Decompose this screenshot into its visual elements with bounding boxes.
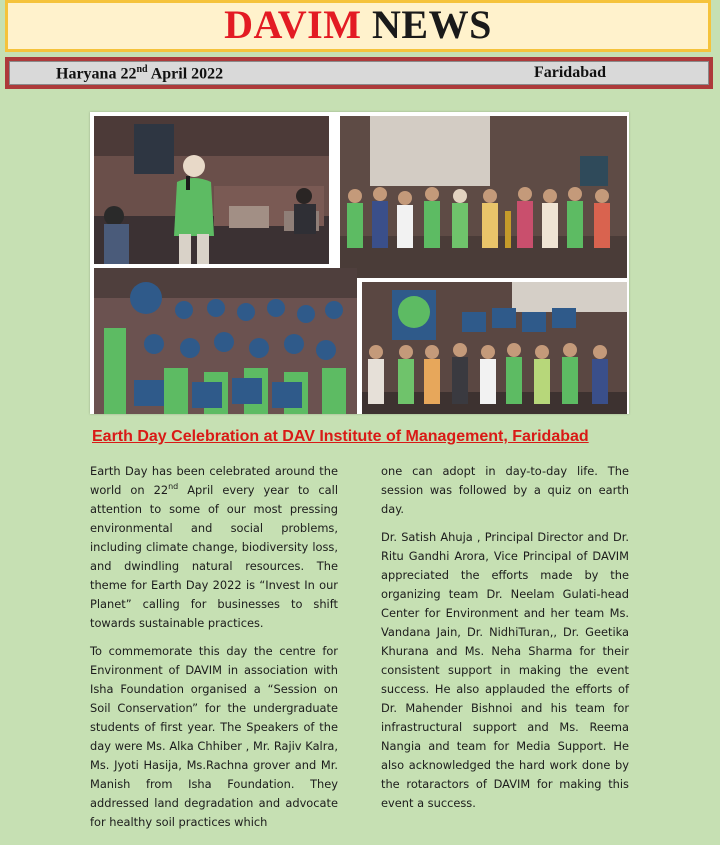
issue-date-ordinal: nd [136,64,148,75]
article-headline: Earth Day Celebration at DAV Institute of Management, Faridabad [92,428,589,445]
photo-classroom-speaker [94,116,329,264]
left-paragraph-1 [90,462,338,633]
left-paragraph-1-ordinal: nd [168,482,179,492]
photo-classroom-speaker-icon [94,116,329,264]
left-paragraph-1-start: Earth Day has been celebrated around the world on 22 [90,464,338,497]
article-column-left [90,462,338,841]
issue-date-suffix: April 2022 [147,65,224,83]
photo-students-save-soil-placards-icon [94,268,357,414]
photo-group-lamp-lighting-icon [340,116,627,278]
photo-collage [90,112,629,414]
right-paragraph-2: Dr. Satish Ahuja , Principal Director and Dr. Ritu Gandhi Arora, Vice Principal of DAVIM appreciated the efforts made by the organizing team Dr. Neelam Gulati-head Center for Environment and her team Ms. Vandana Jain, Dr. NidhiTuran,, Dr. Geetika Khurana and Ms. Neha Sharma for their consistent support in making the event success. He also applauded the efforts of Dr. Mahender Bishnoi and his team for infrastructural support and Ms. Reema Nangia and team for Media Support. He also acknowledged the hard work done by the rotaractors of DAVIM for making this event a success. [381,530,629,810]
photo-group-lamp-lighting [340,116,627,278]
issue-date-prefix: Haryana 22 [56,65,137,83]
masthead-title-davim: DAVIM [224,2,362,47]
date-bar-inner [9,61,709,85]
right-paragraph-1: one can adopt in day-to-day life. The session was followed by a quiz on earth day. [381,464,629,516]
left-paragraph-2: To commemorate this day the centre for Environment of DAVIM in association with Isha Foundation organised a “Session on Soil Conservation” for the undergraduate students of first year. The Speakers of the day were Ms. Alka Chhiber , Mr. Rajiv Kalra, Ms. Jyoti Hasija, Ms.Rachna grover and Mr. Manish from Isha Foundation. They addressed land degradation and advocate for healthy soil practices which [90,644,338,829]
masthead-title-news: NEWS [372,2,492,47]
left-paragraph-1-rest: April every year to call attention to some of our most pressing environmental and social problems, including climate change, biodiversity loss, and dwindling natural resources. The theme for Earth Day 2022 is “Invest In our Planet” calling for businesses to shift towards sustainable practices. [90,483,338,630]
photo-students-save-soil-placards [94,268,357,414]
article-column-right [381,462,629,822]
date-bar [5,57,713,89]
photo-group-save-soil-banner [362,282,627,414]
photo-group-save-soil-banner-icon [362,282,627,414]
issue-city: Faridabad [533,64,606,81]
masthead [5,0,711,52]
masthead-title [8,1,708,49]
issue-date [56,64,223,83]
